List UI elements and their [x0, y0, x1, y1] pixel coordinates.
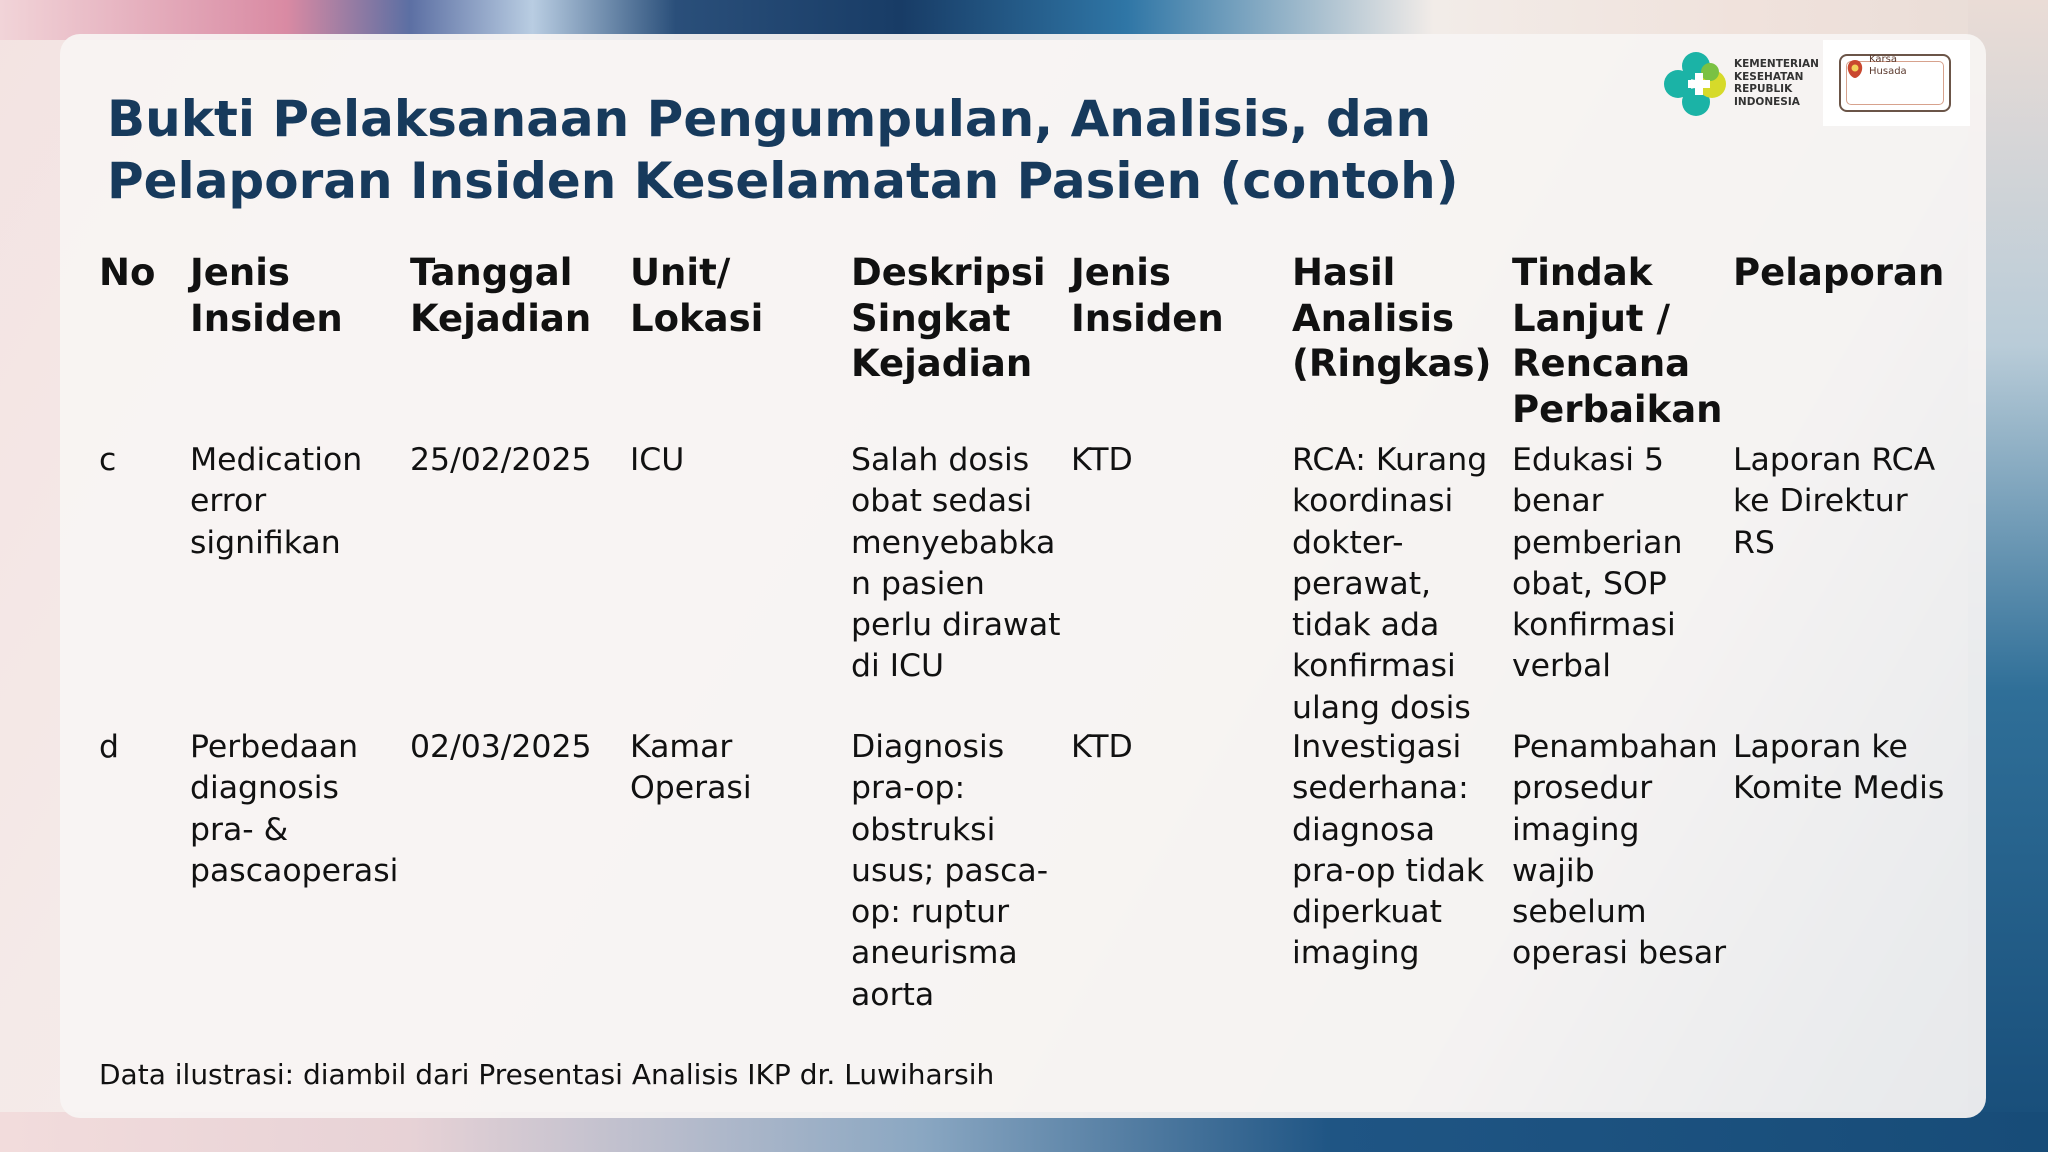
cell-line: di ICU — [851, 648, 945, 685]
cell-line: Perbedaan — [190, 729, 359, 765]
cell-jenis-insiden-kategori — [1071, 440, 1133, 481]
header-line: Kejadian — [410, 296, 592, 340]
cell-line: error — [190, 483, 267, 520]
cell-line: obat, SOP — [1512, 565, 1667, 602]
cell-pelaporan — [1733, 727, 1944, 810]
kemenkes-text-line: KESEHATAN — [1734, 70, 1804, 83]
header-line: Tanggal — [410, 251, 573, 294]
cell-line: ulang dosis — [1292, 689, 1471, 726]
cell-line: benar — [1512, 483, 1604, 520]
kemenkes-text-line: REPUBLIK — [1734, 83, 1793, 95]
header-pelaporan — [1733, 250, 1944, 296]
header-line: No — [99, 251, 156, 294]
cell-line: n pasien — [851, 565, 985, 602]
cell-unit-lokasi — [630, 727, 752, 810]
header-line: Kejadian — [851, 342, 1033, 385]
cell-line: 25/02/2025 — [410, 442, 592, 478]
background-bottom-band — [0, 1112, 2048, 1152]
header-line: Singkat — [851, 296, 1011, 340]
header-unit-lokasi — [630, 250, 763, 341]
cell-line: koordinasi — [1292, 483, 1454, 520]
header-line: Analisis — [1292, 296, 1455, 340]
cell-line: obat sedasi — [851, 483, 1033, 520]
cell-line: pra-op tidak — [1292, 852, 1485, 889]
karsa-husada-logo — [1823, 40, 1970, 126]
kemenkes-text-line: INDONESIA — [1734, 95, 1800, 108]
cell-line: aneurisma — [851, 935, 1018, 972]
cell-line: signifikan — [190, 524, 341, 561]
karsa-husada-emblem-icon — [1845, 58, 1865, 80]
cell-jenis-insiden-kategori — [1071, 727, 1133, 768]
cell-line: tidak ada — [1292, 607, 1440, 644]
cell-line: verbal — [1512, 648, 1612, 685]
cell-line: imaging — [1512, 811, 1640, 848]
title-line-1: Bukti Pelaksanaan Pengumpulan, Analisis, dan — [107, 90, 1432, 148]
cell-line: Edukasi 5 — [1512, 442, 1665, 478]
flower-petal-right-top — [1701, 63, 1719, 81]
cell-line: Investigasi — [1292, 729, 1462, 765]
cell-jenis-insiden — [190, 727, 398, 892]
cell-line: pascaoperasi — [190, 852, 399, 889]
cell-line: RS — [1733, 524, 1775, 561]
cell-line: Medication — [190, 442, 363, 478]
cell-no — [99, 440, 116, 481]
cell-line: Diagnosis — [851, 729, 1005, 765]
cell-line: pemberian — [1512, 524, 1683, 561]
cell-no — [99, 727, 119, 768]
cell-tanggal-kejadian — [410, 440, 592, 481]
kemenkes-text — [1734, 58, 1824, 108]
header-hasil-analisis — [1292, 250, 1491, 387]
header-line: Insiden — [190, 296, 343, 340]
incident-table — [0, 250, 2048, 1030]
footnote: Data ilustrasi: diambil dari Presentasi Analisis IKP dr. Luwiharsih — [99, 1058, 995, 1091]
header-line: Lanjut / — [1512, 296, 1670, 340]
cell-unit-lokasi — [630, 440, 684, 481]
cell-line: imaging — [1292, 935, 1420, 972]
cell-line: Kamar — [630, 729, 733, 765]
header-jenis-insiden-kategori — [1071, 250, 1224, 341]
cell-line: usus; pasca- — [851, 852, 1049, 889]
cell-hasil-analisis — [1292, 727, 1484, 975]
cell-line: prosedur — [1512, 770, 1653, 807]
header-line: Jenis — [190, 251, 290, 294]
header-jenis-insiden — [190, 250, 343, 341]
cell-line: aorta — [851, 976, 935, 1013]
cell-line: diperkuat — [1292, 894, 1442, 931]
karsa-husada-text-line: Karsa — [1869, 54, 1897, 65]
cell-line: sebelum — [1512, 894, 1647, 931]
header-line: Hasil — [1292, 251, 1396, 294]
header-line: Perbaikan — [1512, 387, 1723, 431]
cell-line: diagnosa — [1292, 811, 1435, 848]
cell-line: Penambahan — [1512, 729, 1718, 765]
cell-line: KTD — [1071, 442, 1133, 478]
cell-line: Laporan ke — [1733, 729, 1908, 765]
cell-line: pra- & — [190, 811, 289, 848]
cell-line: Laporan RCA — [1733, 442, 1936, 478]
cell-line: operasi besar — [1512, 935, 1727, 972]
cell-line: 02/03/2025 — [410, 729, 592, 765]
karsa-husada-text-line: Husada — [1869, 66, 1907, 77]
cell-line: ICU — [630, 442, 685, 478]
header-deskripsi-singkat-kejadian — [851, 250, 1046, 387]
cell-line: dokter- — [1292, 524, 1404, 561]
header-no — [99, 250, 155, 296]
header-line: Unit/ — [630, 251, 731, 294]
cell-deskripsi-singkat-kejadian — [851, 727, 1048, 1016]
cell-line: Operasi — [630, 770, 752, 807]
flower-cross-v — [1695, 73, 1703, 95]
kemenkes-text-line: KEMENTERIAN — [1734, 58, 1819, 70]
cell-line: obstruksi — [851, 811, 996, 848]
kemenkes-logo — [1658, 44, 1818, 124]
header-line: Pelaporan — [1733, 251, 1945, 294]
cell-line: diagnosis — [190, 770, 339, 807]
cell-tindak-lanjut — [1512, 440, 1682, 688]
emblem-dot — [1852, 65, 1859, 72]
cell-hasil-analisis — [1292, 440, 1487, 729]
header-line: (Ringkas) — [1292, 342, 1492, 385]
slide-title — [107, 88, 1459, 212]
cell-line: Salah dosis — [851, 442, 1030, 478]
header-line: Deskripsi — [851, 251, 1046, 294]
cell-line: Komite Medis — [1733, 770, 1945, 807]
header-line: Lokasi — [630, 296, 764, 340]
cell-line: perawat, — [1292, 565, 1432, 602]
cell-line: menyebabka — [851, 524, 1056, 561]
cell-line: wajib — [1512, 852, 1595, 889]
cell-line: RCA: Kurang — [1292, 442, 1488, 478]
cell-line: ke Direktur — [1733, 483, 1908, 520]
header-tanggal-kejadian — [410, 250, 591, 341]
header-line: Rencana — [1512, 342, 1691, 385]
cell-tindak-lanjut — [1512, 727, 1726, 975]
kemenkes-flower-icon — [1658, 44, 1730, 124]
cell-pelaporan — [1733, 440, 1935, 564]
cell-jenis-insiden — [190, 440, 362, 564]
cell-line: perlu dirawat — [851, 607, 1061, 644]
cell-line: pra-op: — [851, 770, 966, 807]
cell-line: konfirmasi — [1512, 607, 1676, 644]
cell-line: konfirmasi — [1292, 648, 1456, 685]
cell-line: c — [99, 442, 117, 478]
cell-line: KTD — [1071, 729, 1133, 765]
header-line: Tindak — [1512, 251, 1653, 294]
header-tindak-lanjut — [1512, 250, 1723, 432]
header-line: Insiden — [1071, 296, 1224, 340]
title-line-2: Pelaporan Insiden Keselamatan Pasien (contoh) — [107, 152, 1459, 210]
cell-line: sederhana: — [1292, 770, 1469, 807]
cell-tanggal-kejadian — [410, 727, 592, 768]
karsa-husada-text — [1869, 54, 1907, 78]
cell-line: d — [99, 729, 119, 765]
header-line: Jenis — [1071, 251, 1171, 294]
cell-line: op: ruptur — [851, 894, 1010, 931]
cell-deskripsi-singkat-kejadian — [851, 440, 1060, 688]
